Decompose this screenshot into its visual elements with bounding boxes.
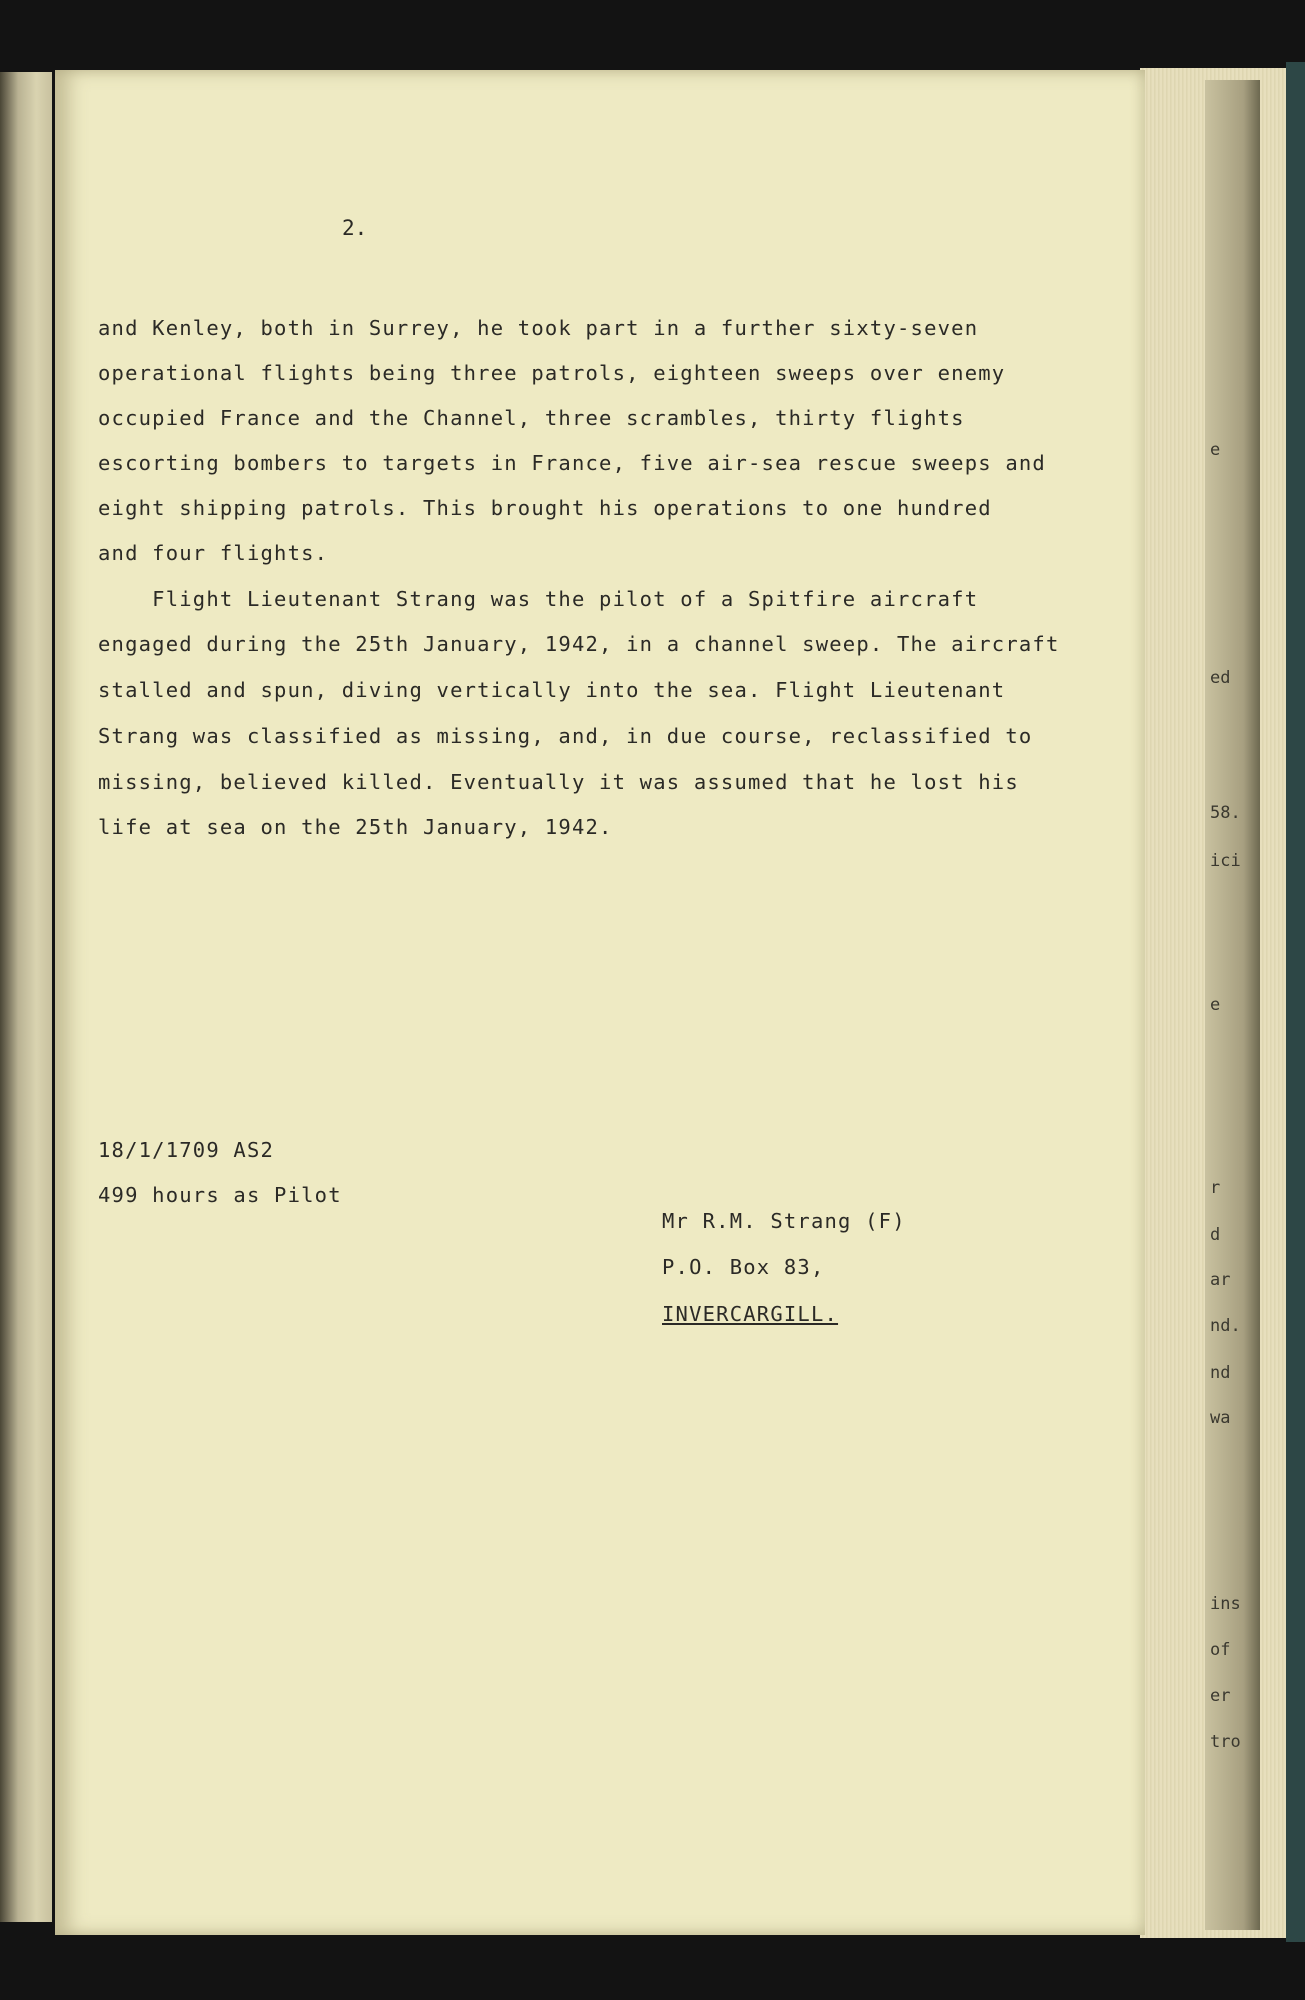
side-fragment: er bbox=[1210, 1686, 1231, 1706]
address-box: P.O. Box 83, bbox=[662, 1255, 825, 1279]
side-fragment: ici bbox=[1210, 851, 1241, 871]
page-number: 2. bbox=[342, 216, 368, 240]
side-fragment: nd. bbox=[1210, 1316, 1241, 1336]
side-fragment: ins bbox=[1210, 1594, 1241, 1614]
body-line: escorting bombers to targets in France, five air-sea rescue sweeps and bbox=[98, 451, 1046, 475]
flying-hours: 499 hours as Pilot bbox=[98, 1183, 342, 1207]
side-fragment: e bbox=[1210, 440, 1221, 460]
side-fragment: e bbox=[1210, 995, 1221, 1015]
book-cover bbox=[1286, 62, 1305, 1942]
file-reference: 18/1/1709 AS2 bbox=[98, 1138, 275, 1162]
body-line: Flight Lieutenant Strang was the pilot of a Spitfire aircraft bbox=[98, 587, 979, 611]
side-fragment: tro bbox=[1210, 1732, 1241, 1752]
side-fragment: ar bbox=[1210, 1270, 1231, 1290]
body-line: stalled and spun, diving vertically into the sea. Flight Lieutenant bbox=[98, 678, 1006, 702]
body-line: and four flights. bbox=[98, 541, 329, 565]
side-fragment: r bbox=[1210, 1178, 1221, 1198]
document-page bbox=[55, 70, 1145, 1935]
side-fragment: wa bbox=[1210, 1408, 1231, 1428]
body-line: eight shipping patrols. This brought his operations to one hundred bbox=[98, 496, 992, 520]
previous-page-edge bbox=[0, 72, 52, 1922]
body-line: operational flights being three patrols, eighteen sweeps over enemy bbox=[98, 361, 1006, 385]
address-city: INVERCARGILL. bbox=[662, 1302, 839, 1326]
side-fragment: d bbox=[1210, 1225, 1221, 1245]
body-line: missing, believed killed. Eventually it was assumed that he lost his bbox=[98, 770, 1019, 794]
address-name: Mr R.M. Strang (F) bbox=[662, 1209, 906, 1233]
side-fragment: ed bbox=[1210, 668, 1231, 688]
body-line: Strang was classified as missing, and, in due course, reclassified to bbox=[98, 724, 1033, 748]
body-line: and Kenley, both in Surrey, he took part in a further sixty-seven bbox=[98, 316, 979, 340]
body-line: engaged during the 25th January, 1942, in a channel sweep. The aircraft bbox=[98, 632, 1060, 656]
body-line: life at sea on the 25th January, 1942. bbox=[98, 815, 613, 839]
side-fragment: 58. bbox=[1210, 803, 1241, 823]
side-fragment: of bbox=[1210, 1640, 1231, 1660]
body-line: occupied France and the Channel, three scrambles, thirty flights bbox=[98, 406, 965, 430]
side-fragment: nd bbox=[1210, 1363, 1231, 1383]
